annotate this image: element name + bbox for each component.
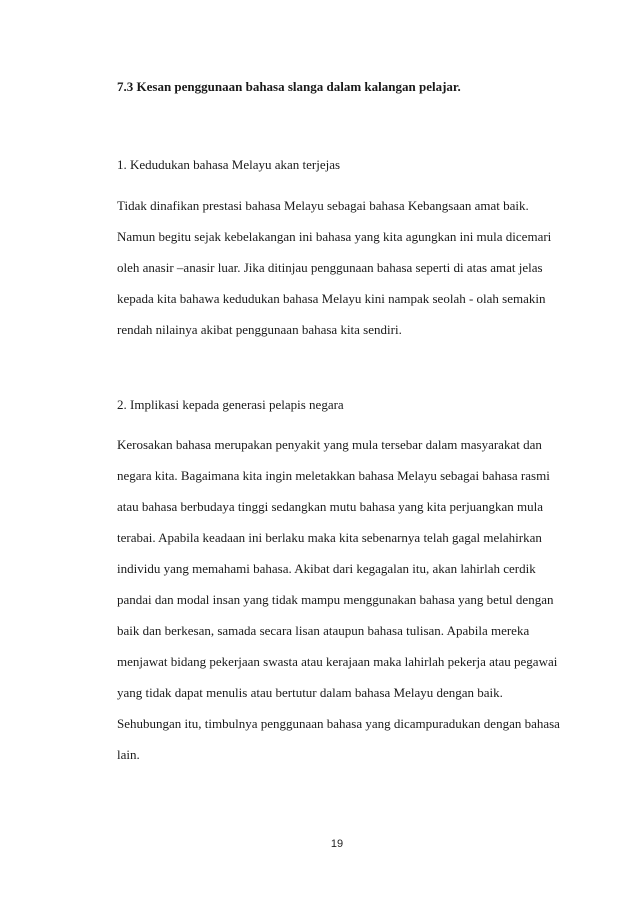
paragraph-line: Kerosakan bahasa merupakan penyakit yang mula tersebar dalam masyarakat dan (117, 437, 542, 452)
paragraph-line: terabai. Apabila keadaan ini berlaku maka kita sebenarnya telah gagal melahirkan (117, 530, 542, 545)
page-number: 19 (330, 838, 344, 850)
paragraph-line: Namun begitu sejak kebelakangan ini bahasa yang kita agungkan ini mula dicemari (117, 229, 552, 244)
subsection-title-2: 2. Implikasi kepada generasi pelapis negara (117, 397, 344, 412)
paragraph-line: menjawat bidang pekerjaan swasta atau kerajaan maka lahirlah pekerja atau pegawai (117, 654, 558, 669)
paragraph-line: Sehubungan itu, timbulnya penggunaan bahasa yang dicampuradukan dengan bahasa (117, 716, 560, 731)
paragraph-line: yang tidak dapat menulis atau bertutur dalam bahasa Melayu dengan baik. (117, 685, 503, 700)
section-heading: 7.3 Kesan penggunaan bahasa slanga dalam kalangan pelajar. (117, 79, 461, 94)
paragraph-line: negara kita. Bagaimana kita ingin meletakkan bahasa Melayu sebagai bahasa rasmi (117, 468, 550, 483)
paragraph-line: pandai dan modal insan yang tidak mampu menggunakan bahasa yang betul dengan (117, 592, 554, 607)
paragraph-line: individu yang memahami bahasa. Akibat dari kegagalan itu, akan lahirlah cerdik (117, 561, 536, 576)
paragraph-line: baik dan berkesan, samada secara lisan ataupun bahasa tulisan. Apabila mereka (117, 623, 530, 638)
paragraph-line: kepada kita bahawa kedudukan bahasa Melayu kini nampak seolah - olah semakin (117, 291, 546, 306)
paragraph-line: oleh anasir –anasir luar. Jika ditinjau penggunaan bahasa seperti di atas amat jelas (117, 260, 543, 275)
paragraph-line: lain. (117, 747, 140, 762)
paragraph-line: Tidak dinafikan prestasi bahasa Melayu sebagai bahasa Kebangsaan amat baik. (117, 198, 529, 213)
paragraph-line: atau bahasa berbudaya tinggi sedangkan mutu bahasa yang kita perjuangkan mula (117, 499, 543, 514)
subsection-title-1: 1. Kedudukan bahasa Melayu akan terjejas (117, 157, 341, 172)
paragraph-line: rendah nilainya akibat penggunaan bahasa kita sendiri. (117, 322, 402, 337)
